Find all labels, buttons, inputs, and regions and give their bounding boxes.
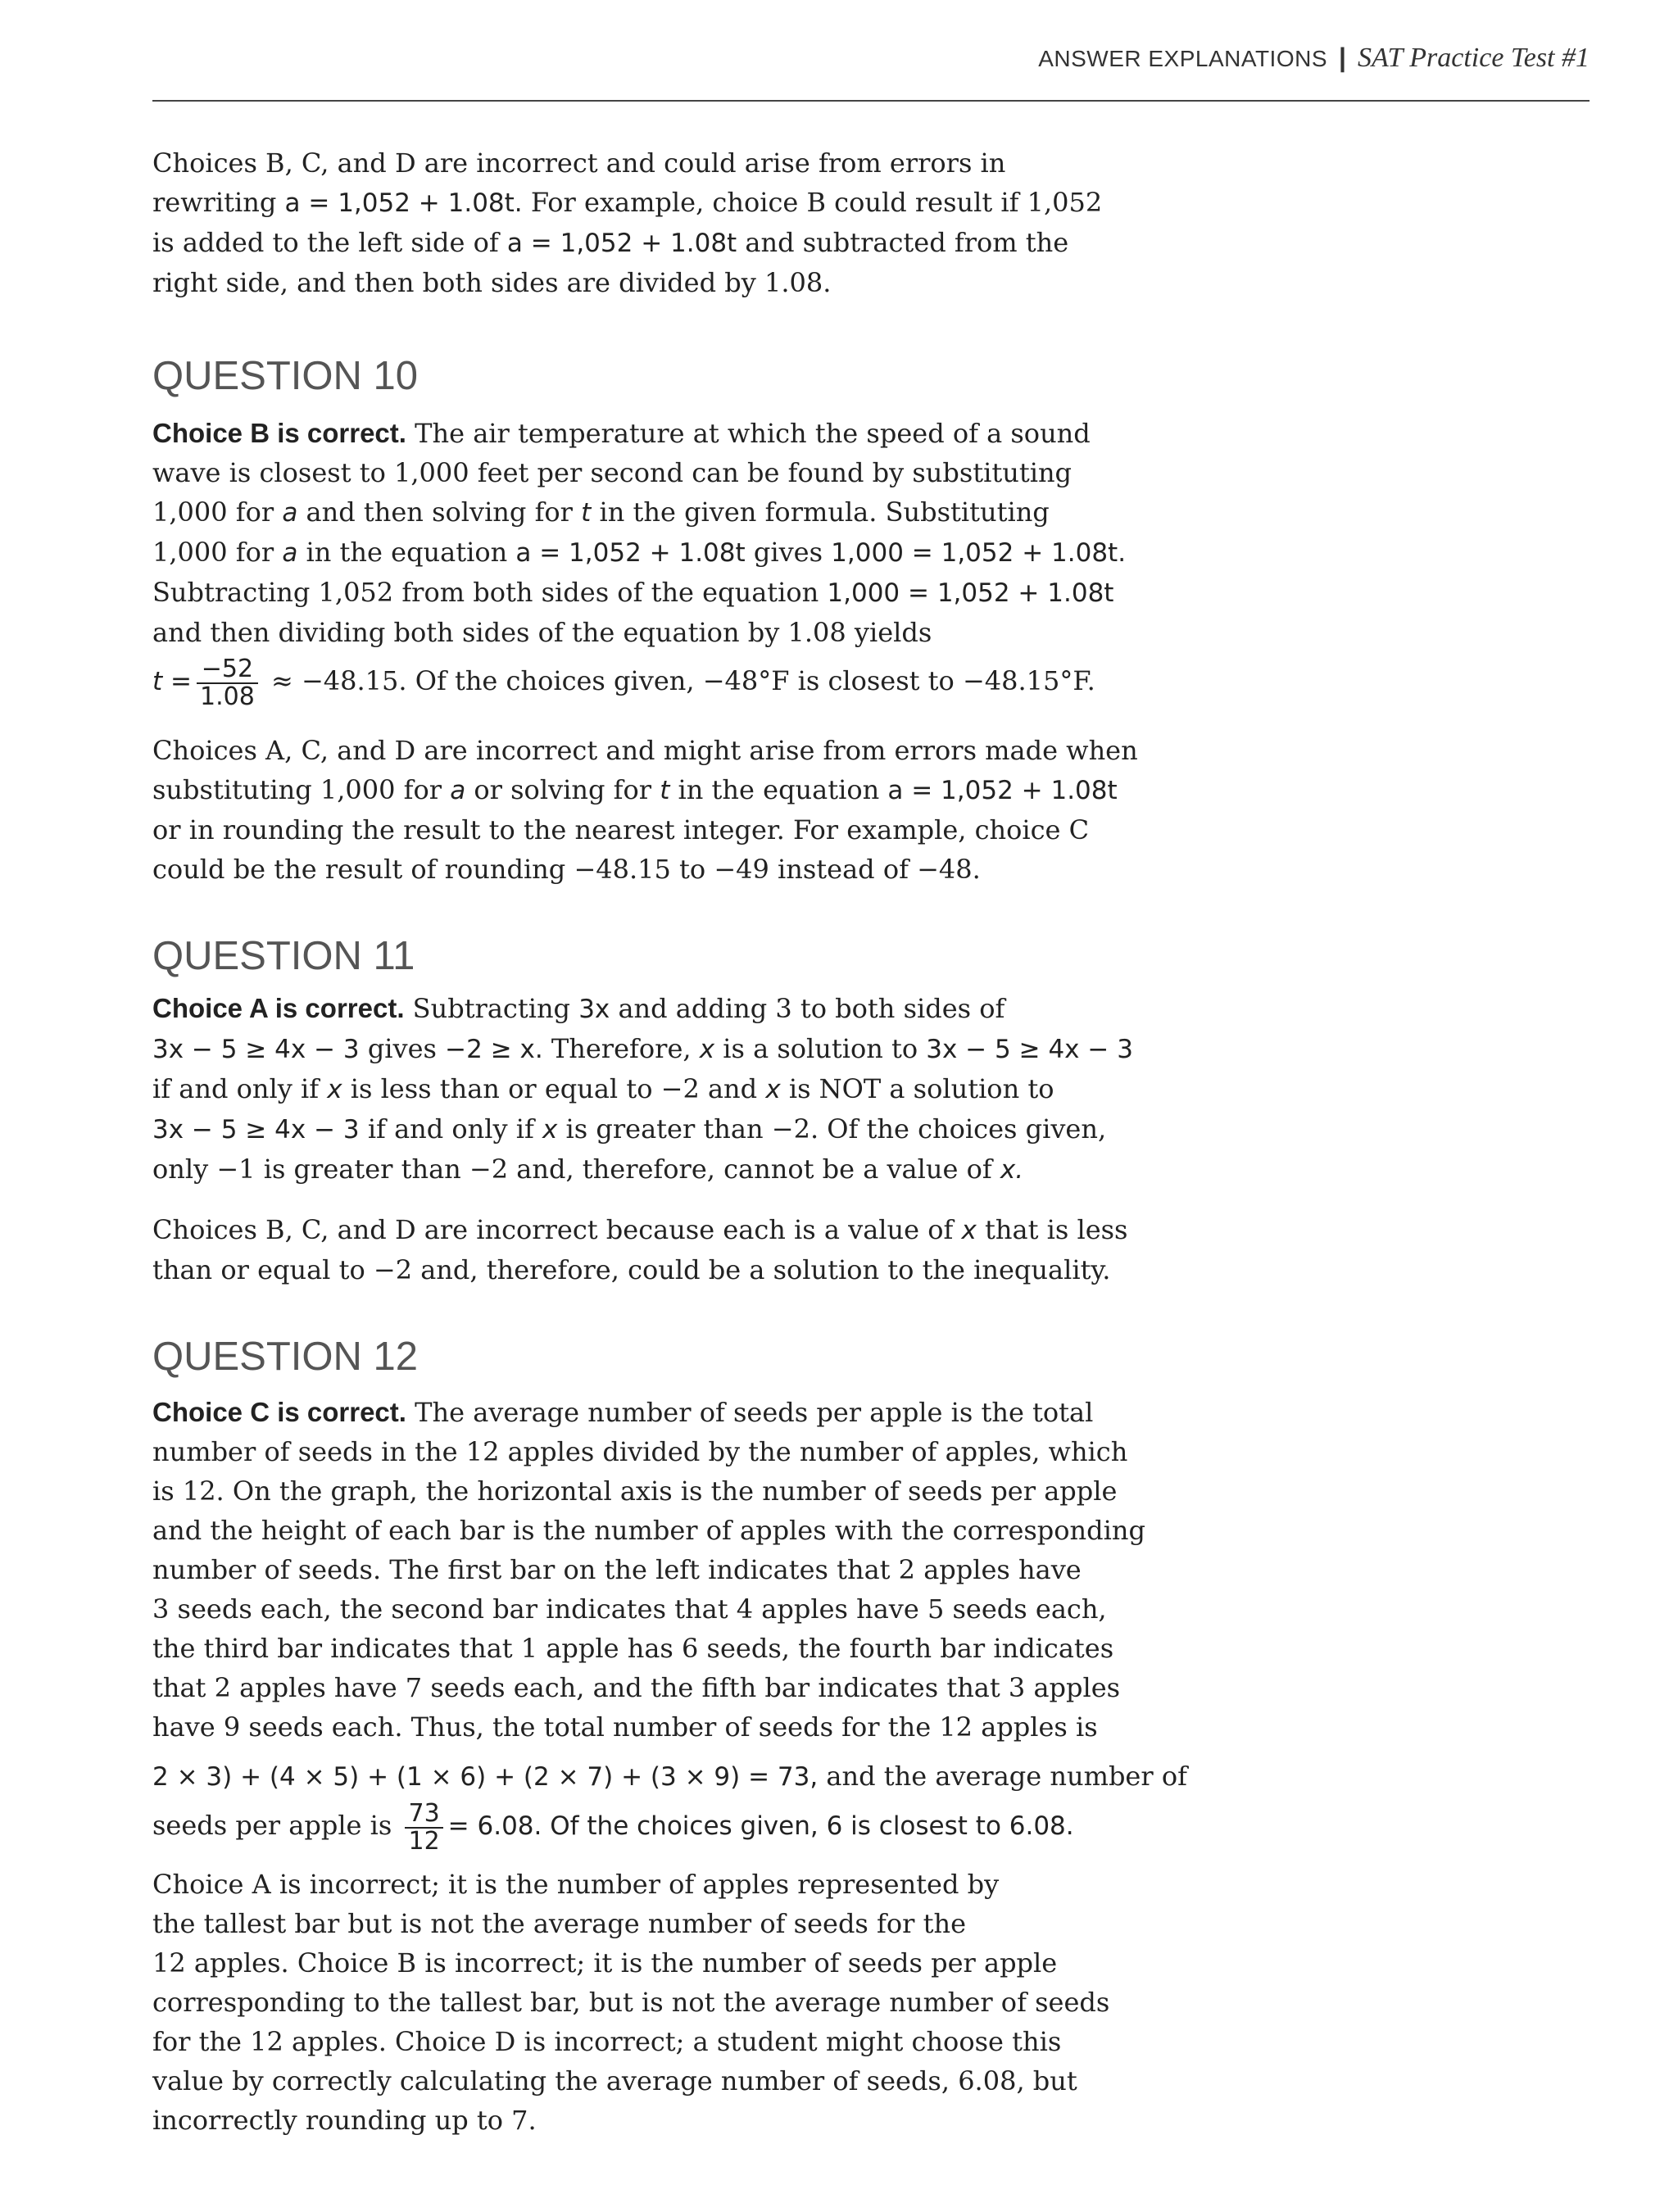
text-span: is a solution to	[714, 1033, 927, 1064]
text-span: number of seeds. The first bar on the left indicates that 2 apples have	[152, 1554, 1082, 1585]
fraction-denominator: 12	[408, 1826, 440, 1856]
text-line	[152, 770, 1127, 810]
question-11	[152, 930, 1133, 1290]
variable: a	[282, 538, 298, 568]
text-line	[152, 1210, 1127, 1250]
text-span: have 9 seeds each. Thus, the total number of seeds for the 12 apples is	[152, 1711, 1098, 1743]
text-line	[152, 1589, 1127, 1629]
text-line	[152, 183, 1127, 223]
fraction-numerator: 73	[405, 1801, 442, 1829]
equation: = 6.08. Of the choices given, 6 is closest to 6.08.	[447, 1811, 1074, 1841]
text-line	[152, 1109, 1127, 1149]
text-line	[152, 1029, 1133, 1069]
text-span: only −1 is greater than −2 and, therefore, cannot be a value of	[152, 1154, 1000, 1185]
text-span: seeds per apple is	[152, 1810, 401, 1841]
equation: 1,000 = 1,052 + 1.08t	[827, 578, 1114, 608]
variable: a	[450, 776, 466, 805]
text-span: that is less	[976, 1214, 1128, 1245]
header-separator: |	[1339, 43, 1346, 72]
question-12	[152, 1330, 1187, 2140]
text-line	[152, 810, 1127, 850]
text-span: Therefore,	[542, 1033, 700, 1064]
intro-section	[152, 143, 1127, 302]
text-line	[152, 613, 1127, 652]
text-line	[152, 2101, 1127, 2140]
text-line	[152, 1904, 1127, 1943]
variable: x	[327, 1075, 342, 1104]
text-span: in the given formula. Substituting	[591, 496, 1050, 528]
text-span: rewriting	[152, 187, 285, 218]
equation: a = 1,052 + 1.08t	[506, 229, 737, 258]
text-span: or solving for	[465, 774, 660, 805]
variable: t =	[152, 667, 192, 696]
fraction-denominator: 1.08	[199, 682, 255, 711]
text-span: and then solving for	[297, 496, 582, 528]
equation: −2 ≥ x.	[445, 1035, 543, 1064]
equation: a = 1,052 + 1.08t	[887, 776, 1118, 805]
text-span: value by correctly calculating the average number of seeds, 6.08, but	[152, 2065, 1077, 2096]
text-span: wave is closest to 1,000 feet per second can be found by substituting	[152, 457, 1073, 488]
text-span: Choices B, C, and D are incorrect and could arise from errors in	[152, 147, 1006, 179]
text-line	[152, 1550, 1127, 1589]
question-heading: QUESTION 11	[152, 934, 415, 978]
text-line	[152, 263, 1127, 302]
equation: 3x − 5 ≥ 4x − 3	[152, 1035, 360, 1064]
variable: x	[542, 1115, 558, 1145]
question-10	[152, 350, 1138, 889]
text-line	[152, 453, 1127, 492]
fraction	[197, 656, 258, 710]
text-span: Choices B, C, and D are incorrect because each is a value of	[152, 1214, 962, 1245]
text-line	[152, 1250, 1127, 1290]
text-span: 12 apples. Choice B is incorrect; it is the number of seeds per apple	[152, 1947, 1058, 1979]
text-span: or in rounding the result to the nearest integer. For example, choice C	[152, 814, 1090, 845]
text-span: ≈ −48.15. Of the choices given, −48°F is closest to −48.15°F.	[262, 665, 1095, 696]
text-line	[152, 1943, 1127, 1983]
text-span: is less than or equal to −2 and	[342, 1073, 766, 1104]
text-line	[152, 989, 1127, 1029]
text-span: in the equation	[297, 537, 516, 568]
header-label: ANSWER EXPLANATIONS	[1038, 46, 1328, 71]
answer-lead: Choice A is correct.	[152, 993, 405, 1023]
variable: t	[581, 498, 592, 528]
text-line	[152, 1511, 1145, 1550]
text-span: right side, and then both sides are divided by 1.08.	[152, 267, 832, 298]
text-span: Subtracting	[404, 993, 579, 1024]
text-span: and the height of each bar is the number of apples with the corresponding	[152, 1515, 1145, 1546]
equation: a = 1,052 + 1.08t	[515, 538, 746, 568]
equation: 3x − 5 ≥ 4x − 3	[926, 1035, 1133, 1064]
text-line	[152, 731, 1138, 770]
text-line	[152, 2061, 1127, 2101]
text-span: 1,000 for	[152, 537, 283, 568]
text-span: and the average number of	[818, 1761, 1187, 1792]
text-span: that 2 apples have 7 seeds each, and the fifth bar indicates that 3 apples	[152, 1672, 1121, 1703]
text-line	[152, 223, 1127, 263]
text-line	[152, 533, 1127, 573]
text-line	[152, 1471, 1127, 1511]
fraction-line	[152, 652, 1127, 710]
text-span: The average number of seeds per apple is the total	[406, 1397, 1094, 1428]
text-line	[152, 1069, 1127, 1109]
answer-lead: Choice B is correct.	[152, 418, 406, 448]
text-span: is NOT a solution to	[780, 1073, 1054, 1104]
text-line	[152, 573, 1127, 613]
variable: x	[961, 1216, 977, 1245]
variable: x	[765, 1075, 781, 1104]
text-span: if and only if	[152, 1073, 328, 1104]
text-span: Subtracting 1,052 from both sides of the equation	[152, 577, 828, 608]
question-heading: QUESTION 12	[152, 1335, 419, 1379]
text-span: For example, choice B could result if 1,052	[522, 187, 1103, 218]
text-span: is greater than −2. Of the choices given,	[557, 1113, 1107, 1145]
text-line	[152, 414, 1127, 453]
fraction	[405, 1798, 442, 1856]
page-content	[152, 143, 1187, 2140]
text-line	[152, 1865, 1127, 1904]
answer-lead: Choice C is correct.	[152, 1397, 406, 1427]
variable: x.	[1000, 1155, 1024, 1185]
text-span: if and only if	[359, 1113, 543, 1145]
variable: x	[699, 1035, 715, 1064]
fraction-line	[152, 1797, 1127, 1855]
text-line	[152, 1707, 1127, 1747]
text-line	[152, 1393, 1127, 1432]
text-span: could be the result of rounding −48.15 to −49 instead of −48.	[152, 854, 981, 885]
text-span: substituting 1,000 for	[152, 774, 451, 805]
variable: a	[282, 498, 298, 528]
fraction-numerator: −52	[197, 656, 258, 684]
text-span: Choices A, C, and D are incorrect and might arise from errors made when	[152, 735, 1138, 766]
text-span: number of seeds in the 12 apples divided by the number of apples, which	[152, 1436, 1128, 1467]
text-span: for the 12 apples. Choice D is incorrect; a student might choose this	[152, 2026, 1062, 2057]
text-span: corresponding to the tallest bar, but is not the average number of seeds	[152, 1987, 1110, 2018]
text-span: gives	[359, 1033, 446, 1064]
equation: a = 1,052 + 1.08t.	[284, 188, 523, 218]
text-span: the tallest bar but is not the average number of seeds for the	[152, 1908, 966, 1939]
text-span: and subtracted from the	[737, 227, 1069, 258]
text-span: the third bar indicates that 1 apple has 6 seeds, the fourth bar indicates	[152, 1633, 1114, 1664]
text-line	[152, 2022, 1127, 2061]
equation: 3x − 5 ≥ 4x − 3	[152, 1115, 360, 1145]
question-heading: QUESTION 10	[152, 354, 419, 398]
text-span: in the equation	[669, 774, 888, 805]
text-line	[152, 1149, 1127, 1190]
text-line	[152, 850, 1127, 889]
text-span: 1,000 for	[152, 496, 283, 528]
text-span: The air temperature at which the speed of a sound	[406, 418, 1091, 449]
text-line	[152, 1983, 1127, 2022]
equation: 1,000 = 1,052 + 1.08t.	[831, 538, 1127, 568]
text-span: 3 seeds each, the second bar indicates that 4 apples have 5 seeds each,	[152, 1593, 1107, 1625]
header-test-name: SAT Practice Test #1	[1357, 43, 1590, 73]
text-span: gives	[745, 537, 832, 568]
text-line	[152, 492, 1127, 533]
variable: t	[660, 776, 670, 805]
text-span: incorrectly rounding up to 7.	[152, 2105, 537, 2136]
text-span: than or equal to −2 and, therefore, could be a solution to the inequality.	[152, 1254, 1111, 1285]
text-line	[152, 1629, 1127, 1668]
text-line	[152, 143, 1127, 183]
text-line	[152, 1756, 1187, 1797]
header-rule	[152, 100, 1590, 102]
text-line	[152, 1668, 1127, 1707]
text-line	[152, 1432, 1127, 1471]
text-span: and adding 3 to both sides of	[610, 993, 1005, 1024]
text-span: Choice A is incorrect; it is the number of apples represented by	[152, 1869, 1000, 1900]
text-span: is added to the left side of	[152, 227, 507, 258]
text-span: is 12. On the graph, the horizontal axis is the number of seeds per apple	[152, 1475, 1118, 1507]
equation: 2 × 3) + (4 × 5) + (1 × 6) + (2 × 7) + (3 × 9) = 73,	[152, 1762, 819, 1792]
equation: 3x	[578, 995, 610, 1024]
page-header	[152, 43, 1590, 82]
text-span: and then dividing both sides of the equation by 1.08 yields	[152, 617, 932, 648]
